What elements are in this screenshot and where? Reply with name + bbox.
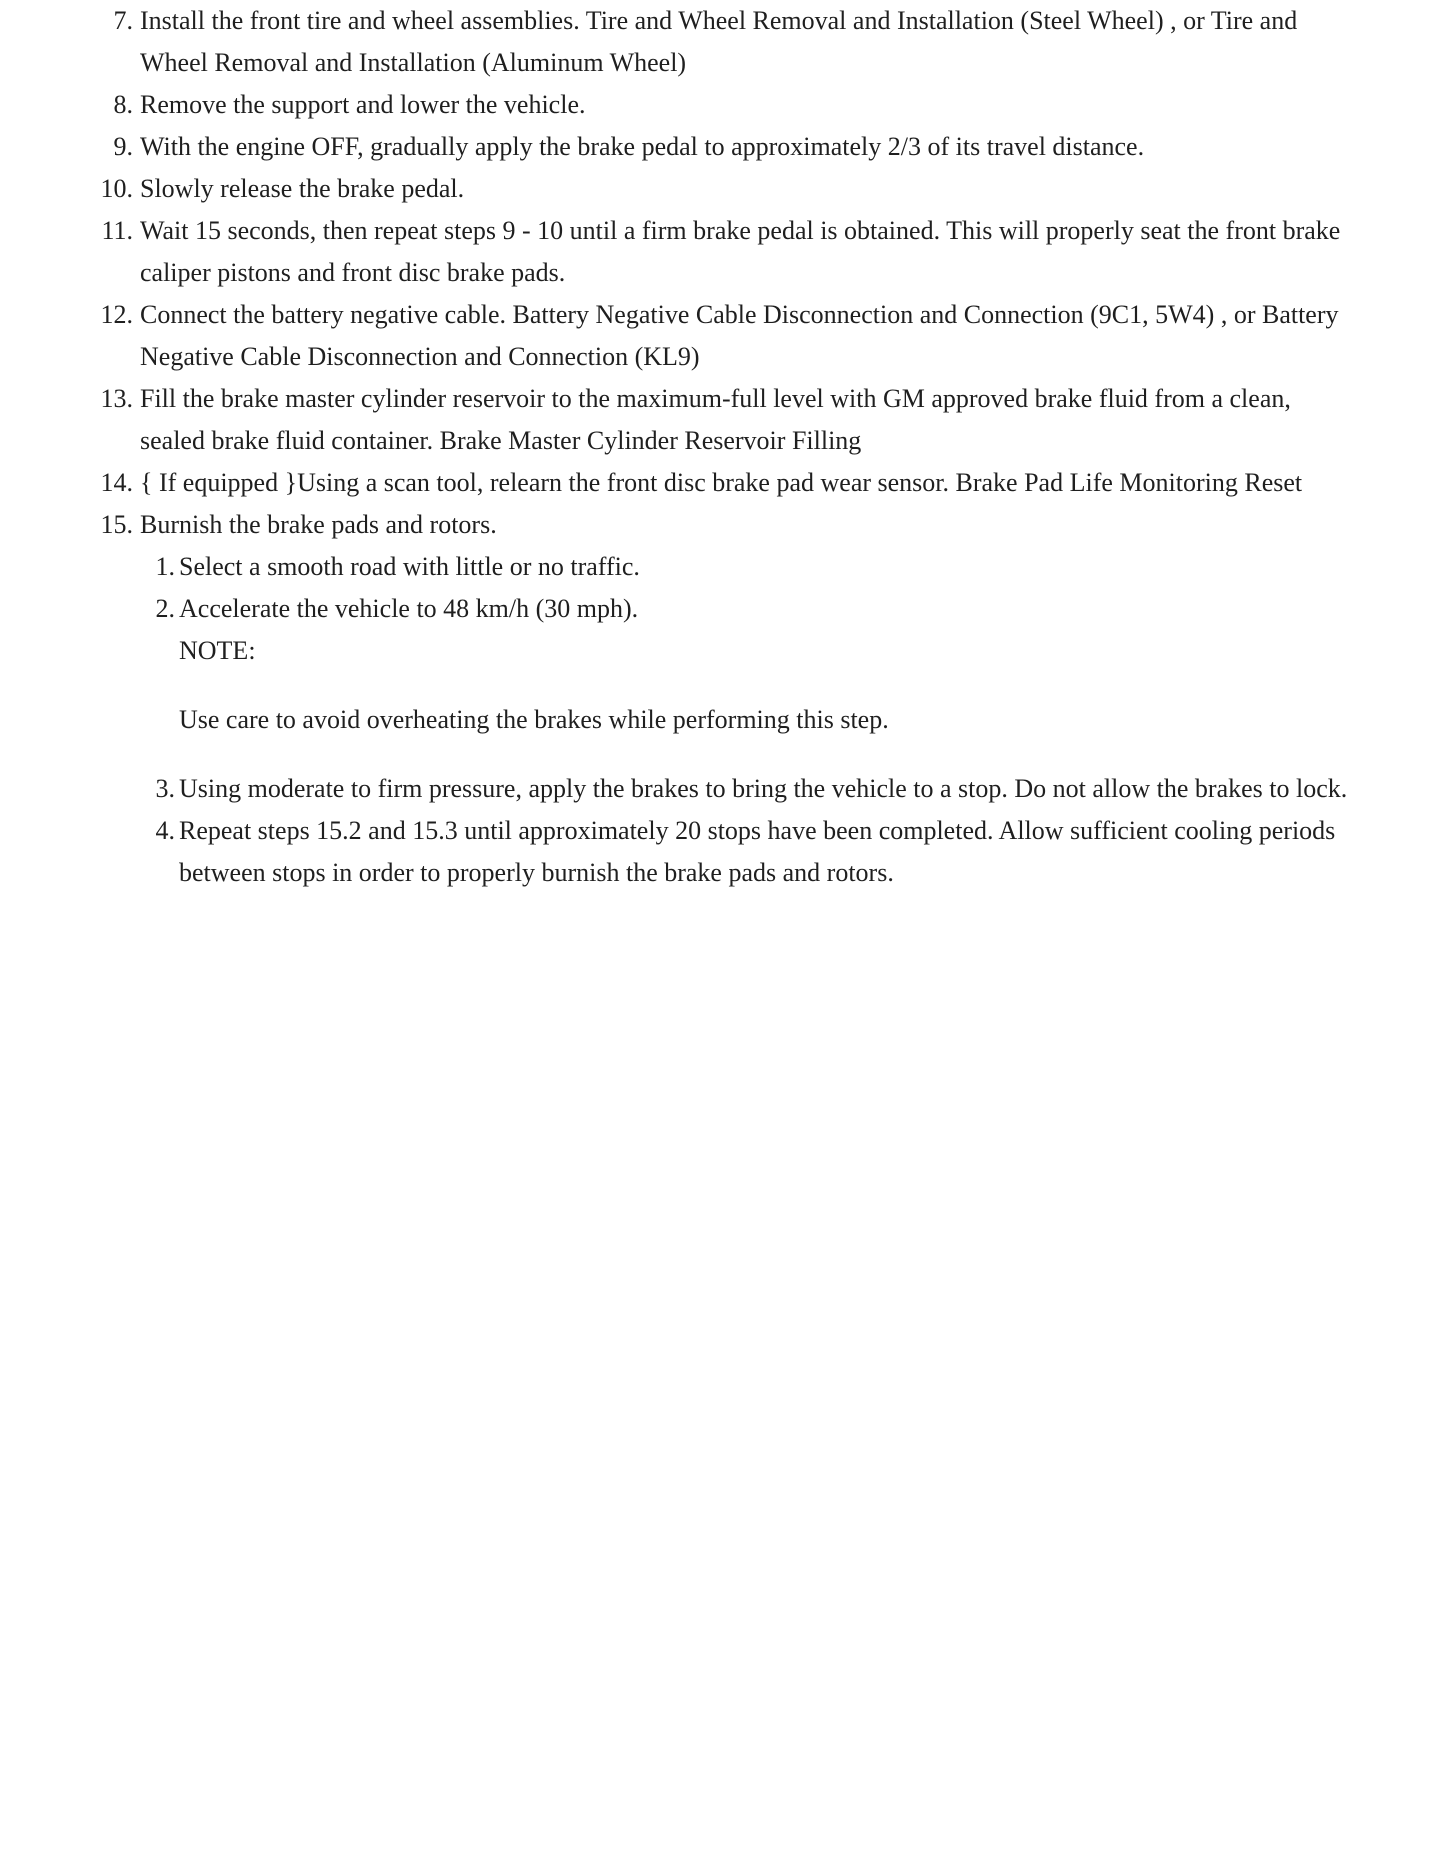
procedure-step [0,378,1355,462]
procedure-step [0,210,1355,294]
procedure-step [0,462,1355,504]
procedure-step-list [0,0,1445,894]
step-text: Remove the support and lower the vehicle. [140,90,586,119]
substep-text: Using moderate to firm pressure, apply the brakes to bring the vehicle to a stop. Do not allow the brakes to lock. [179,774,1348,803]
step-number: 12. [100,300,133,329]
procedure-step [0,0,1355,84]
document-page [0,0,1445,894]
substep [140,588,1355,741]
step-text: Wait 15 seconds, then repeat steps 9 - 10 until a firm brake pedal is obtained. This will properly seat the front brake caliper pistons and front disc brake pads. [140,216,1341,287]
note-text: Use care to avoid overheating the brakes while performing this step. [179,705,889,734]
step-text: Slowly release the brake pedal. [140,174,465,203]
procedure-step [0,294,1355,378]
step-text: Fill the brake master cylinder reservoir to the maximum-full level with GM approved brake fluid from a clean, sealed brake fluid container. Brake Master Cylinder Reservoir Filling [140,384,1291,455]
note-label: NOTE: [179,636,256,665]
step-number: 15. [100,510,133,539]
substep-text: Repeat steps 15.2 and 15.3 until approximately 20 stops have been completed. Allow sufficient cooling periods between stops in order to properly burnish the brake pads and rotors. [179,816,1336,887]
step-text: { If equipped }Using a scan tool, relearn the front disc brake pad wear sensor. Brake Pad Life Monitoring Reset [140,468,1303,497]
substep-text: Accelerate the vehicle to 48 km/h (30 mph). [179,594,639,623]
procedure-step [0,168,1355,210]
procedure-step [0,84,1355,126]
procedure-step [0,126,1355,168]
substep-number: 4. [155,816,175,845]
step-text: Burnish the brake pads and rotors. [140,510,497,539]
step-text: Install the front tire and wheel assemblies. Tire and Wheel Removal and Installation (Steel Wheel) , or Tire and Wheel Removal and Installation (Aluminum Wheel) [140,6,1298,77]
step-number: 7. [113,6,133,35]
substep-text: Select a smooth road with little or no traffic. [179,552,640,581]
step-number: 9. [113,132,133,161]
substep-number: 3. [155,774,175,803]
step-number: 11. [101,216,133,245]
step-number: 14. [100,468,133,497]
step-text: Connect the battery negative cable. Battery Negative Cable Disconnection and Connection (9C1, 5W4) , or Battery Negative Cable Disconnection and Connection (KL9) [140,300,1339,371]
step-number: 13. [100,384,133,413]
step-number: 10. [100,174,133,203]
substep [140,546,1355,588]
burnish-substep-list [140,546,1355,894]
procedure-step [0,504,1355,894]
step-text: With the engine OFF, gradually apply the brake pedal to approximately 2/3 of its travel distance. [140,132,1145,161]
substep-number: 2. [155,594,175,623]
step-number: 8. [113,90,133,119]
substep [140,810,1355,894]
substep-number: 1. [155,552,175,581]
substep [140,768,1355,810]
